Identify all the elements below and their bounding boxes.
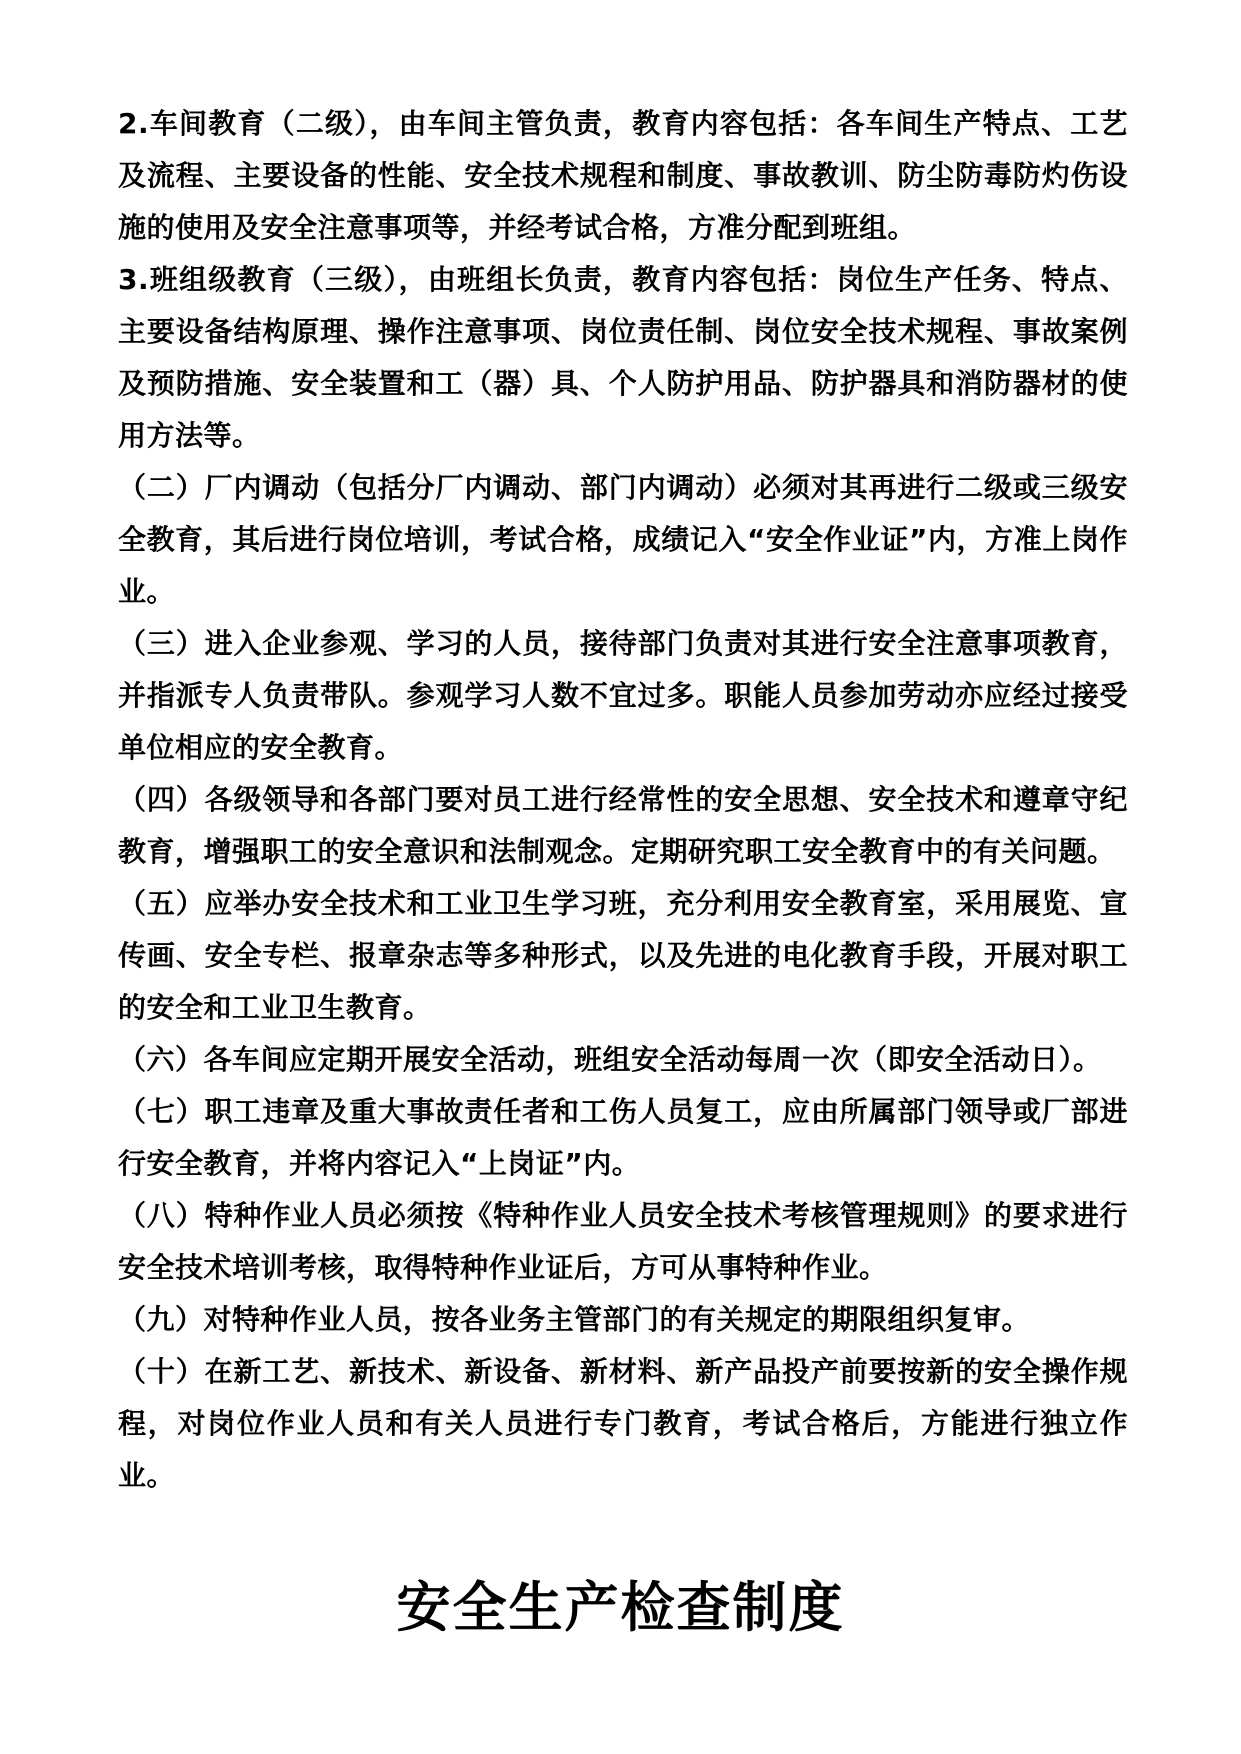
paragraph-special-review: （九）对特种作业人员，按各业务主管部门的有关规定的期限组织复审。 xyxy=(118,1303,1031,1336)
paragraph-team-education: 3.班组级教育（三级），由班组长负责，教育内容包括：岗位生产任务、特点、主要设备结构原理、操作注意事项、岗位责任制、岗位安全技术规程、事故案例及预防措施、安全装置和工（器）具、个人防护用品、防护器具和消防器材的使用方法等。 xyxy=(118,263,1128,452)
paragraph-return-to-work: （七）职工违章及重大事故责任者和工伤人员复工，应由所属部门领导或厂部进行安全教育，并将内容记入“上岗证”内。 xyxy=(118,1095,1128,1180)
section-title: 安全生产检查制度 xyxy=(396,1576,845,1639)
paragraph-leadership-education: （四）各级领导和各部门要对员工进行经常性的安全思想、安全技术和遵章守纪教育，增强职工的安全意识和法制观念。定期研究职工安全教育中的有关问题。 xyxy=(118,783,1128,868)
document-body xyxy=(118,98,1128,1502)
paragraph-new-processes: （十）在新工艺、新技术、新设备、新材料、新产品投产前要按新的安全操作规程，对岗位作业人员和有关人员进行专门教育，考试合格后，方能进行独立作业。 xyxy=(118,1355,1128,1492)
paragraph-internal-transfer: （二）厂内调动（包括分厂内调动、部门内调动）必须对其再进行二级或三级安全教育，其后进行岗位培训，考试合格，成绩记入“安全作业证”内，方准上岗作业。 xyxy=(118,471,1128,608)
paragraph-workshop-education: 2.车间教育（二级），由车间主管负责，教育内容包括：各车间生产特点、工艺及流程、主要设备的性能、安全技术规程和制度、事故教训、防尘防毒防灼伤设施的使用及安全注意事项等，并经考试合格，方准分配到班组。 xyxy=(118,107,1128,244)
paragraph-special-operations: （八）特种作业人员必须按《特种作业人员安全技术考核管理规则》的要求进行安全技术培训考核，取得特种作业证后，方可从事特种作业。 xyxy=(118,1199,1128,1284)
paragraph-safety-activities: （六）各车间应定期开展安全活动，班组安全活动每周一次（即安全活动日）。 xyxy=(118,1043,1102,1076)
paragraph-visitors: （三）进入企业参观、学习的人员，接待部门负责对其进行安全注意事项教育，并指派专人负责带队。参观学习人数不宜过多。职能人员参加劳动亦应经过接受单位相应的安全教育。 xyxy=(118,627,1128,764)
paragraph-training-classes: （五）应举办安全技术和工业卫生学习班，充分利用安全教育室，采用展览、宣传画、安全专栏、报章杂志等多种形式，以及先进的电化教育手段，开展对职工的安全和工业卫生教育。 xyxy=(118,887,1128,1024)
